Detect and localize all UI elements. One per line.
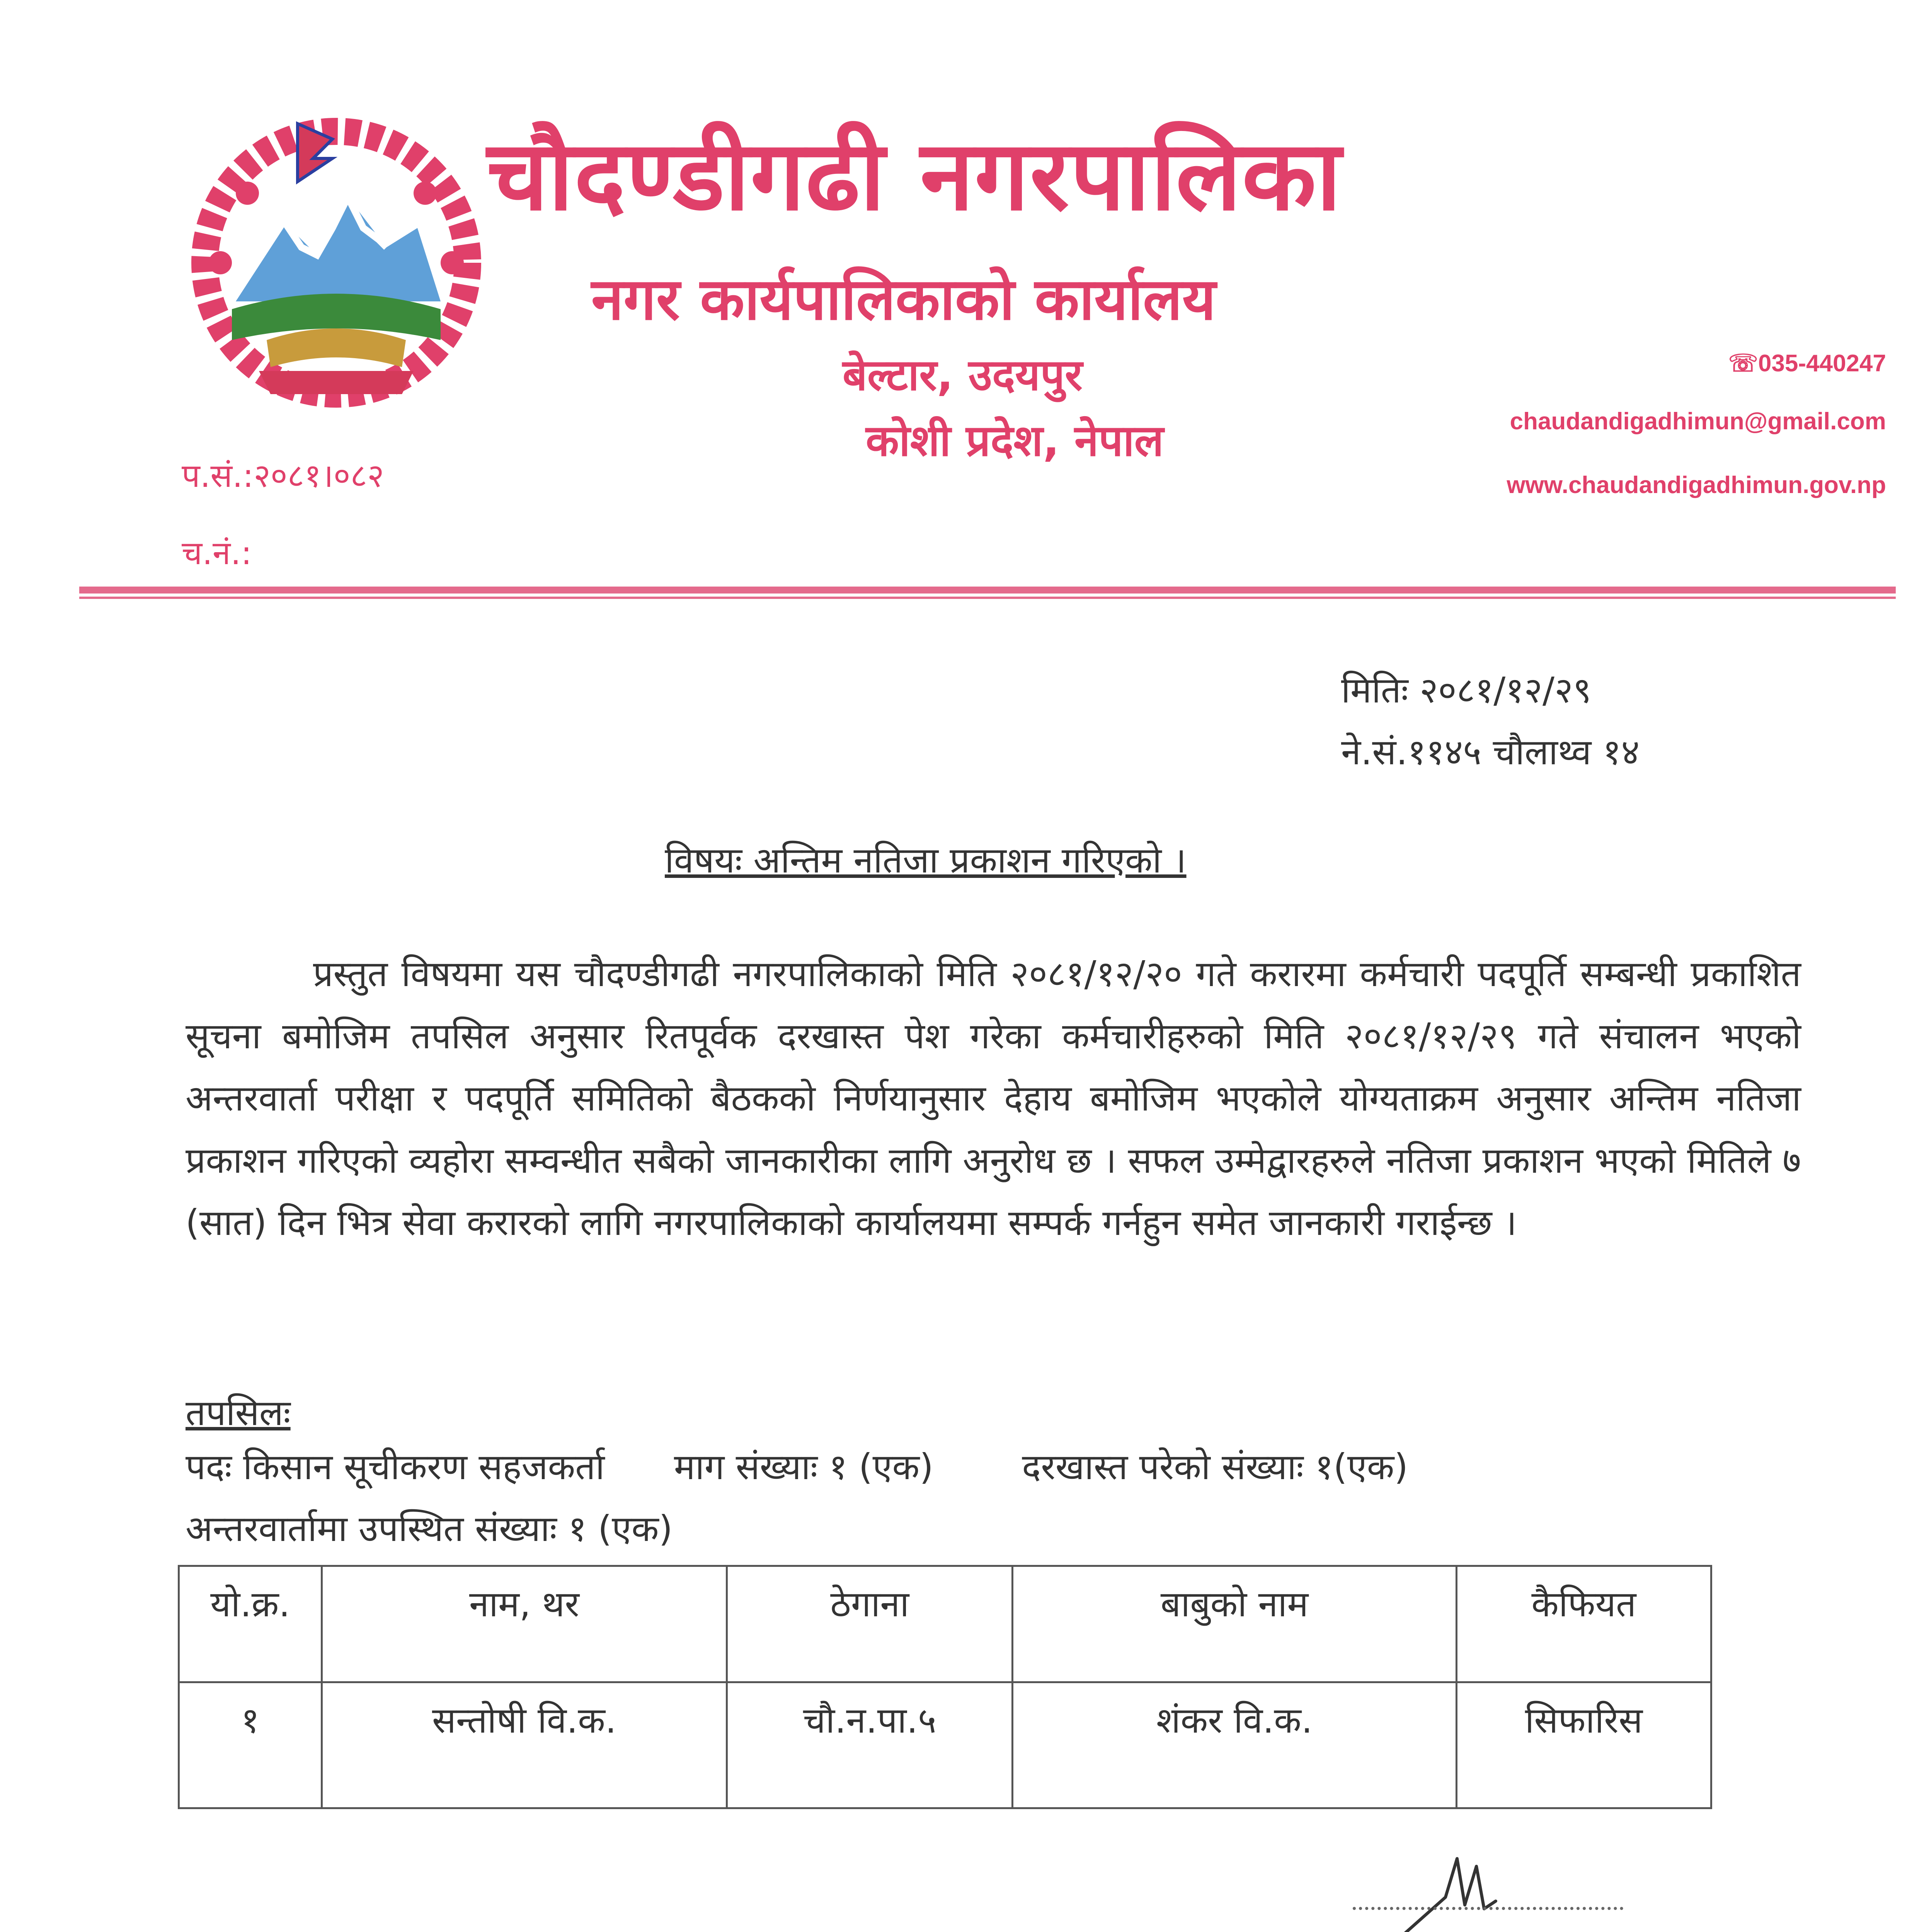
table-cell: चौ.न.पा.५ xyxy=(727,1682,1013,1808)
address-line-2: कोशी प्रदेश, नेपाल xyxy=(866,416,1164,466)
attended-count: अन्तरवार्तामा उपस्थित संख्याः १ (एक) xyxy=(186,1508,673,1549)
column-header: बाबुको नाम xyxy=(1013,1566,1456,1682)
demand-count: माग संख्याः १ (एक) xyxy=(674,1446,934,1488)
header-divider xyxy=(79,587,1896,594)
column-header: यो.क्र. xyxy=(179,1566,322,1682)
post-info-line xyxy=(186,1441,1408,1490)
application-count: दरखास्त परेको संख्याः १(एक) xyxy=(1022,1446,1408,1488)
signature-line xyxy=(1353,1907,1623,1910)
website-url[interactable]: www.chaudandigadhimun.gov.np xyxy=(1507,472,1886,498)
table-cell: शंकर वि.क. xyxy=(1013,1682,1456,1808)
phone-number: ☏035-440247 xyxy=(1728,350,1886,377)
address-line-1: बेल्टार, उदयपुर xyxy=(843,350,1083,400)
date-miti: मितिः २०८१/१२/२९ xyxy=(1341,670,1592,711)
details-heading: तपसिलः xyxy=(186,1392,291,1434)
column-header: नाम, थर xyxy=(322,1566,727,1682)
date-nepal-sambat: ने.सं.११४५ चौलाथ्व १४ xyxy=(1341,731,1640,773)
chalani-number: च.नं.: xyxy=(182,534,252,572)
body-paragraph: प्रस्तुत विषयमा यस चौदण्डीगढी नगरपालिकाको मिति २०८१/१२/२० गते करारमा कर्मचारी पदपूर्ति सम्बन्धी प्रकाशित सूचना बमोजिम तपसिल अनुसार रितपूर्वक दरखास्त पेश गरेका कर्मचारीहरुको मिति २०८१/१२/२९ गते संचालन भएको अन्तरवार्ता परीक्षा र पदपूर्ति समितिको बैठकको निर्णयानुसार देहाय बमोजिम भएकोले योग्यताक्रम अनुसार अन्तिम नतिजा प्रकाशन गरिएको व्यहोरा सम्वन्धीत सबैको जानकारीका लागि अनुरोध छ । सफल उम्मेद्वारहरुले नतिजा प्रकाशन भएको मितिले ७ (सात) दिन भित्र सेवा करारको लागि नगरपालिकाको कार्यालयमा सम्पर्क गर्नहुन समेत जानकारी गराईन्छ । xyxy=(186,953,1801,1243)
handwritten-signature xyxy=(1368,1851,1531,1932)
table-header-row xyxy=(179,1566,1711,1682)
column-header: कैफियत xyxy=(1456,1566,1711,1682)
office-name: नगर कार्यपालिकाको कार्यालय xyxy=(591,266,1216,333)
email-address[interactable]: chaudandigadhimun@gmail.com xyxy=(1510,408,1886,435)
column-header: ठेगाना xyxy=(727,1566,1013,1682)
patra-sankhya: प.सं.:२०८१।०८२ xyxy=(182,457,384,495)
post-name: पदः किसान सूचीकरण सहजकर्ता xyxy=(186,1446,605,1488)
table-row xyxy=(179,1682,1711,1808)
org-name: चौदण्डीगढी नगरपालिका xyxy=(487,119,1342,232)
municipality-emblem xyxy=(170,100,502,410)
table-cell: सिफारिस xyxy=(1456,1682,1711,1808)
table-cell: सन्तोषी वि.क. xyxy=(322,1682,727,1808)
result-table xyxy=(178,1565,1712,1809)
header-divider-thin xyxy=(79,597,1896,599)
subject-line: विषयः अन्तिम नतिजा प्रकाशन गरिएको । xyxy=(665,840,1187,881)
table-cell: १ xyxy=(179,1682,322,1808)
